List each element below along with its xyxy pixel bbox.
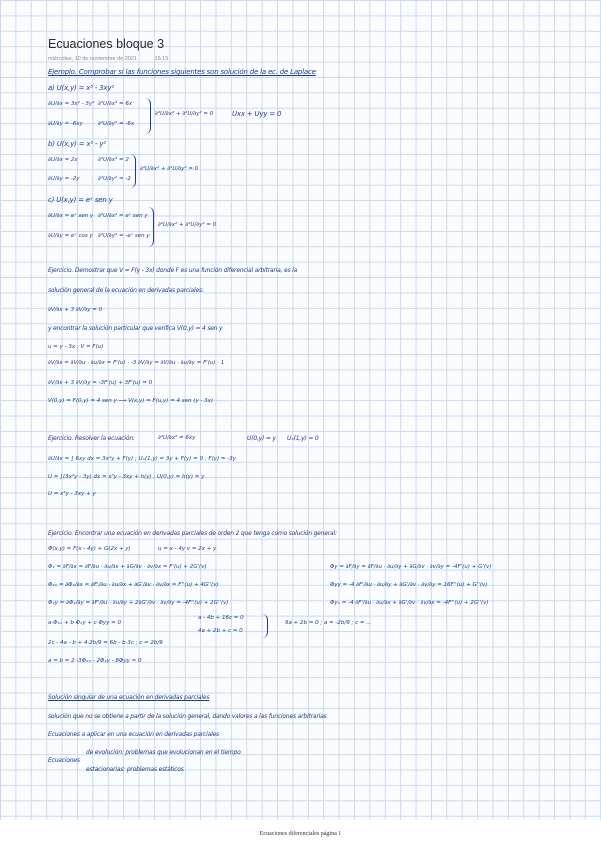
ex2-line-2: ∂V/∂x = ∂V/∂u · ∂u/∂x = F'(u) · -3 ∂V/∂y = ∂V/∂u · ∂u/∂y = F'(u) · 1 (48, 360, 225, 366)
ex4-system-1: a - 4b + 16c = 0 (198, 615, 244, 621)
ex1-b-lap: ∂²U/∂x² + ∂²U/∂y² = 0 (140, 166, 199, 172)
sec5-label: Ecuaciones (48, 757, 80, 764)
ex4-line-1b: Φy = ∂F/∂y = ∂F/∂u · ∂u/∂y + ∂G/∂v · ∂v/∂y = -4F'(u) + G'(v) (330, 564, 492, 570)
ex1-b-uy: ∂U/∂y = -2y (48, 176, 80, 182)
ex1-a-uxx: ∂²U/∂x² = 6x (98, 101, 133, 107)
ex1-b-uxx: ∂²U/∂x² = 2 (98, 157, 129, 163)
ex1-a-uy: ∂U/∂y = -6xy (48, 121, 83, 127)
ex1-c: c) U(x,y) = eˣ sen y (48, 196, 113, 204)
ex3-line-3: U = x³y - 3xy + y (48, 491, 96, 497)
ex2-line-4: V(0,y) = F(0,y) = 4 sen y ⟶ V(x,y) = F(u,y) = 4 sen (y - 3x) (48, 398, 214, 404)
page-time: 15:15 (154, 56, 169, 62)
ex2-equation: ∂V/∂x + 3 ∂V/∂y = 0 (48, 307, 103, 313)
ex1-c-lap: ∂²U/∂x² + ∂²U/∂y² = 0 (158, 222, 217, 228)
ex4-line-6: a = b = 2 -3Φₓₓ - 2Φₓy - 8Φyy = 0 (48, 658, 142, 664)
ex2-line-1: u = y - 3x ; V = F(u) (48, 344, 104, 350)
ex4-line-2b: Φyy = -4 ∂F'/∂u · ∂u/∂y + ∂G'/∂v · ∂v/∂y = 16F''(u) + G''(v) (330, 582, 488, 588)
ex1-c-uyy: ∂²U/∂y² = -eˣ sen y (98, 233, 150, 239)
sec5-line-2: Ecuaciones a aplicar en una ecuación en derivadas parciales (48, 731, 219, 738)
ex4-line-3b: Φyₓ = -4 ∂F'/∂u · ∂u/∂x + ∂G'/∂v · ∂v/∂x = -4F''(u) + 2G''(v) (330, 600, 489, 606)
ex3-equation: ∂²U/∂x² = 6xy (158, 435, 196, 441)
ex1-a: a) U(x,y) = x³ - 3xy² (48, 84, 114, 92)
ex3-condition-1: U(0,y) = y (247, 435, 276, 442)
ex4-substitution: u = x - 4y v = 2x + y (158, 546, 217, 552)
ex4-line-2a: Φₓₓ = ∂Φₓ/∂x = ∂F'/∂u · ∂u/∂x + ∂G'/∂v · ∂v/∂x = F''(u) + 4G''(v) (48, 582, 219, 588)
page-meta (48, 56, 184, 62)
page-footer: Ecuaciones diferenciales página 1 (259, 831, 342, 837)
page-title: Ecuaciones bloque 3 (48, 37, 165, 51)
sec5-line-4: estacionarias: problemas estáticos (86, 766, 184, 773)
ex1-a-uyy: ∂²U/∂y² = -6x (98, 121, 135, 127)
ex4-line-4-result: 9a + 2b = 0 ; a = -2b/9 ; c = ... (285, 620, 372, 626)
ex2-heading: Ejercicio. Demostrar que V = F(y - 3x) donde F es una función diferencial arbitraria, es la (48, 267, 298, 274)
ex1-c-ux: ∂U/∂x = eˣ sen y (48, 213, 94, 219)
ex1-b-uyy: ∂²U/∂y² = -2 (98, 176, 131, 182)
ex4-solution: Φ(x,y) = F(x - 4y) + G(2x + y) (48, 546, 131, 552)
ex1-b: b) U(x,y) = x² - y² (48, 140, 106, 148)
ex1-a-brace (144, 98, 151, 134)
ex2-heading-2: solución general de la ecuación en derivadas parciales: (48, 287, 204, 294)
ex1-a-short: Uxx + Uyy = 0 (232, 110, 282, 118)
page-date: miércoles, 10 de noviembre de 2021 (48, 56, 137, 62)
ex1-b-brace (130, 154, 136, 188)
ex4-heading: Ejercicio. Encontrar una ecuación en derivadas parciales de orden 2 que tenga como solución general: (48, 530, 337, 537)
sec5-line-1: solución que no se obtiene a partir de la solución general, dando valores a las funciones arbitrarias (48, 713, 327, 720)
ex3-line-1: ∂U/∂x = ∫ 6xy dx = 3x²y + F(y) ; Uₓ(1,y) = 3y + F(y) = 0 ; F(y) = -3y (48, 456, 236, 462)
ex3-heading: Ejercicio. Resolver la ecuación: (48, 435, 135, 442)
ex3-line-2: U = ∫(3x²y - 3y) dx = x³y - 3xy + h(y) ; U(0,y) = h(y) = y (48, 474, 205, 480)
ex1-heading: Ejemplo. Comprobar si las funciones siguientes son solución de la ec. de Laplace (48, 68, 316, 76)
ex4-line-4: a·Φₓₓ + b·Φₓy + c·Φyy = 0 (48, 620, 122, 626)
ex4-line-5: 2c - 4a - b + 4·2b/9 = 6b - b·3c ; c = 2b/9 (48, 640, 163, 646)
ex1-a-lap: ∂²U/∂x² + ∂²U/∂y² = 0 (155, 111, 214, 117)
ex4-system-brace (262, 614, 268, 638)
ex1-b-ux: ∂U/∂x = 2x (48, 157, 78, 163)
ex1-c-uxx: ∂²U/∂x² = eˣ sen y (98, 213, 148, 219)
ex4-system-2: 4a + 2b + c = 0 (198, 628, 243, 634)
ex4-line-1a: Φₓ = ∂F/∂x = ∂F/∂u · ∂u/∂x + ∂G/∂v · ∂v/∂x = F'(u) + 2G'(v) (48, 564, 207, 570)
sec5-heading: Solución singular de una ecuación en derivadas parciales (48, 694, 210, 701)
ex1-a-ux: ∂U/∂x = 3x² - 3y² (48, 101, 95, 107)
ex4-line-3a: Φₓy = ∂Φₓ/∂y = ∂F'/∂u · ∂u/∂y + 2∂G'/∂v · ∂v/∂y = -4F''(u) + 2G''(v) (48, 600, 229, 606)
ex3-condition-2: Uₓ(1,y) = 0 (287, 435, 319, 442)
ex2-line-3: ∂V/∂x + 3 ∂V/∂y = -3F'(u) + 3F'(u) = 0 (48, 380, 153, 386)
ex1-c-uy: ∂U/∂y = eˣ cos y (48, 233, 93, 239)
sec5-line-3: de evolución: problemas que evolucionan en el tiempo (86, 749, 241, 756)
ex1-c-brace (147, 207, 154, 247)
ex2-task: y encontrar la solución particular que verifica V(0,y) = 4 sen y (48, 325, 223, 332)
